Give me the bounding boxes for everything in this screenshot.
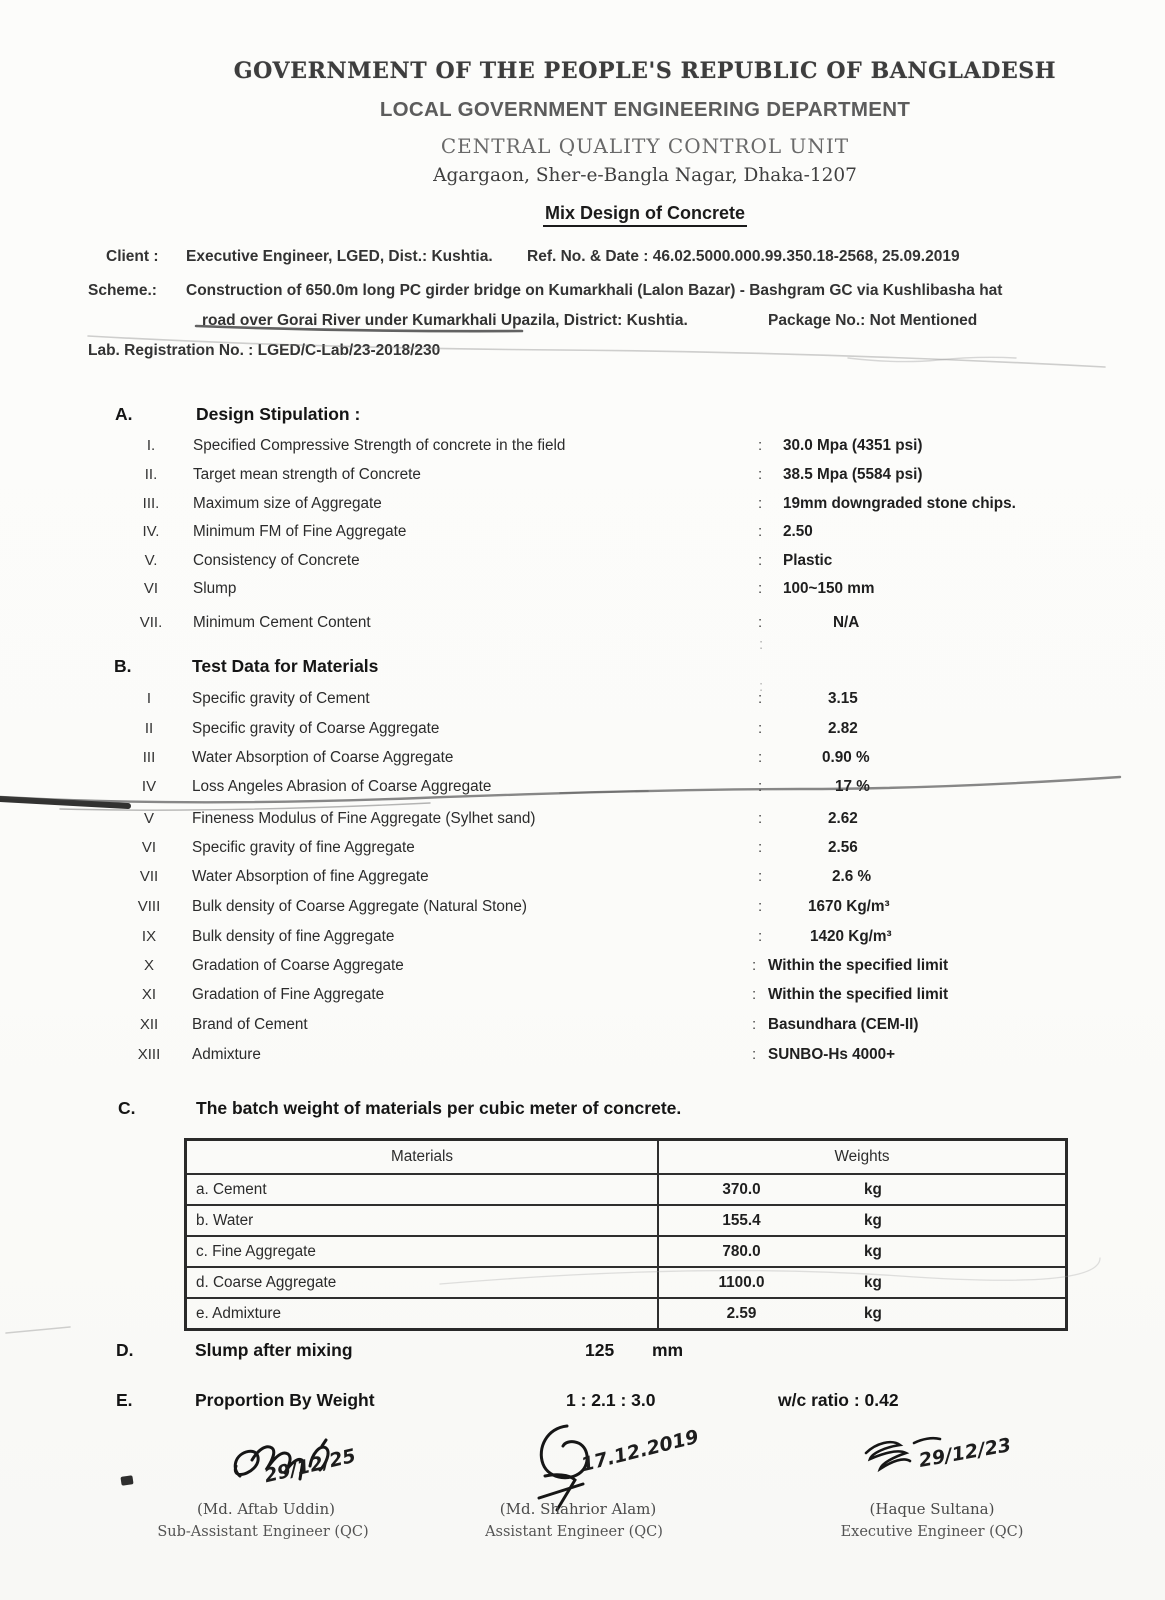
item-label: Specific gravity of Cement [192, 690, 370, 707]
item-label: Fineness Modulus of Fine Aggregate (Sylhet sand) [192, 810, 536, 827]
item-numeral: V [143, 810, 154, 827]
department-header-line: LOCAL GOVERNMENT ENGINEERING DEPARTMENT [379, 98, 911, 121]
ref-no-date: Ref. No. & Date : 46.02.5000.000.99.350.18-2568, 25.09.2019 [527, 248, 960, 265]
item-numeral: II [144, 720, 154, 737]
item-value: 2.6 % [832, 868, 872, 885]
item-label: Water Absorption of fine Aggregate [192, 868, 429, 885]
unit-header-line: CENTRAL QUALITY CONTROL UNIT [440, 134, 850, 158]
weight-cell: 1100.0 [718, 1273, 765, 1291]
item-colon: : [758, 580, 763, 597]
signature-date-left: 29/12/25 [262, 1444, 358, 1488]
unit-cell: kg [864, 1211, 882, 1229]
item-numeral: V. [144, 552, 158, 569]
signature-date-right: 29/12/23 [917, 1434, 1013, 1472]
section-c-id: C. [118, 1098, 136, 1118]
item-numeral: IV [141, 778, 157, 795]
unit-cell: kg [864, 1242, 882, 1260]
weight-cell: 155.4 [722, 1211, 761, 1229]
item-numeral: XI [141, 986, 157, 1003]
item-label: Minimum FM of Fine Aggregate [193, 523, 407, 540]
item-colon: : [758, 690, 763, 707]
item-label: Maximum size of Aggregate [193, 495, 382, 512]
item-label: Gradation of Fine Aggregate [192, 986, 385, 1003]
item-label: Consistency of Concrete [193, 552, 360, 569]
item-label: Slump [193, 580, 237, 597]
item-numeral: X [143, 957, 154, 974]
item-numeral: VII. [139, 614, 163, 631]
table-row [187, 1235, 1065, 1266]
scheme-line1: Construction of 650.0m long PC girder bridge on Kumarkhali (Lalon Bazar) - Bashgram GC via Kushlibasha hat [186, 282, 1003, 299]
item-colon: : [758, 523, 763, 540]
item-label: Bulk density of Coarse Aggregate (Natural Stone) [192, 898, 528, 915]
item-numeral: VIII [137, 898, 161, 915]
item-label: Loss Angeles Abrasion of Coarse Aggregate [192, 778, 492, 795]
item-label: Minimum Cement Content [193, 614, 371, 631]
item-numeral: VII [139, 868, 159, 885]
item-numeral: III [142, 749, 156, 766]
table-header-row [187, 1141, 1065, 1173]
item-numeral: IV. [142, 523, 160, 540]
item-label: Admixture [192, 1046, 261, 1063]
item-numeral: XII [139, 1016, 159, 1033]
item-value: 38.5 Mpa (5584 psi) [783, 466, 923, 483]
item-value: 2.82 [828, 720, 858, 737]
scheme-line2: road over Gorai River under Kumarkhali Upazila, District: Kushtia. [202, 312, 688, 329]
signer-name: (Md. Shahrior Alam) [499, 1500, 657, 1518]
wc-ratio: w/c ratio : 0.42 [778, 1390, 899, 1410]
weight-cell: 780.0 [722, 1242, 761, 1260]
item-value: 17 % [835, 778, 870, 795]
signer-name: (Md. Aftab Uddin) [197, 1500, 335, 1518]
material-cell: d. Coarse Aggregate [187, 1268, 659, 1297]
unit-cell: kg [864, 1180, 882, 1198]
item-numeral: II. [144, 466, 158, 483]
item-value: N/A [833, 614, 860, 631]
item-numeral: I. [146, 437, 156, 454]
stray-ink-mark [120, 1475, 133, 1486]
item-value: 2.56 [828, 839, 858, 856]
materials-column-header: Materials [187, 1141, 659, 1173]
stray-colon-artifact: : [759, 678, 764, 695]
item-value: 19mm downgraded stone chips. [783, 495, 1016, 512]
table-row [187, 1204, 1065, 1235]
item-colon: : [758, 810, 763, 827]
item-numeral: XIII [137, 1046, 161, 1063]
item-value: 30.0 Mpa (4351 psi) [783, 437, 923, 454]
item-colon: : [752, 986, 757, 1003]
item-colon: : [758, 928, 763, 945]
item-colon: : [758, 720, 763, 737]
item-value: Plastic [783, 552, 833, 569]
material-cell: e. Admixture [187, 1299, 659, 1328]
signer-title: Executive Engineer (QC) [840, 1524, 1024, 1540]
item-numeral: VI [141, 839, 157, 856]
weight-cell: 370.0 [722, 1180, 761, 1198]
item-value: 3.15 [828, 690, 858, 707]
weight-cell: 2.59 [726, 1304, 757, 1322]
item-label: Gradation of Coarse Aggregate [192, 957, 404, 974]
item-colon: : [758, 839, 763, 856]
item-colon: : [758, 495, 763, 512]
government-header-line: GOVERNMENT OF THE PEOPLE'S REPUBLIC OF BANGLADESH [233, 58, 1057, 84]
item-value: 2.62 [828, 810, 858, 827]
item-value: Basundhara (CEM-II) [768, 1016, 919, 1033]
item-colon: : [758, 778, 763, 795]
item-colon: : [758, 749, 763, 766]
item-colon: : [758, 466, 763, 483]
scheme-label: Scheme.: [88, 282, 157, 299]
item-colon: : [758, 898, 763, 915]
item-numeral: III. [142, 495, 160, 512]
section-a-title: Design Stipulation : [196, 404, 361, 424]
item-colon: : [752, 1016, 757, 1033]
item-value: SUNBO-Hs 4000+ [768, 1046, 896, 1063]
section-d-id: D. [116, 1340, 134, 1360]
item-value: 1420 Kg/m³ [810, 928, 892, 945]
package-no: Package No.: Not Mentioned [768, 312, 978, 329]
item-numeral: IX [141, 928, 157, 945]
item-colon: : [758, 552, 763, 569]
item-colon: : [758, 437, 763, 454]
proportion-ratio: 1 : 2.1 : 3.0 [566, 1390, 656, 1410]
section-d-title: Slump after mixing [195, 1340, 353, 1360]
section-e-title: Proportion By Weight [195, 1390, 375, 1410]
item-value: 100~150 mm [783, 580, 875, 597]
signer-name: (Haque Sultana) [869, 1500, 995, 1518]
item-label: Specific gravity of Coarse Aggregate [192, 720, 440, 737]
table-row [187, 1266, 1065, 1297]
section-e-id: E. [116, 1390, 133, 1410]
signature-date-middle: 17.12.2019 [579, 1425, 701, 1477]
item-label: Specified Compressive Strength of concrete in the field [193, 437, 566, 454]
item-colon: : [758, 868, 763, 885]
item-colon: : [758, 614, 763, 631]
item-numeral: I [146, 690, 152, 707]
address-header-line: Agargaon, Sher-e-Bangla Nagar, Dhaka-1207 [433, 165, 857, 186]
unit-cell: kg [864, 1304, 882, 1322]
item-colon: : [752, 957, 757, 974]
signer-title: Sub-Assistant Engineer (QC) [157, 1524, 369, 1540]
item-value: 1670 Kg/m³ [808, 898, 890, 915]
lab-registration-no: Lab. Registration No. : LGED/C-Lab/23-2018/230 [88, 342, 441, 359]
item-label: Brand of Cement [192, 1016, 308, 1033]
item-value: Within the specified limit [768, 957, 949, 974]
slump-unit: mm [652, 1340, 684, 1360]
table-row [187, 1297, 1065, 1328]
client-label: Client : [106, 248, 159, 265]
batch-weight-table [184, 1138, 1068, 1331]
item-label: Water Absorption of Coarse Aggregate [192, 749, 454, 766]
slump-value: 125 [585, 1340, 615, 1360]
section-a-id: A. [115, 404, 133, 424]
section-c-title: The batch weight of materials per cubic meter of concrete. [196, 1098, 682, 1118]
stray-colon-artifact: : [759, 636, 764, 653]
item-label: Specific gravity of fine Aggregate [192, 839, 415, 856]
client-value: Executive Engineer, LGED, Dist.: Kushtia. [186, 248, 493, 265]
material-cell: a. Cement [187, 1175, 659, 1204]
unit-cell: kg [864, 1273, 882, 1291]
item-label: Bulk density of fine Aggregate [192, 928, 395, 945]
document-title: Mix Design of Concrete [125, 203, 1165, 227]
item-label: Target mean strength of Concrete [193, 466, 421, 483]
item-colon: : [752, 1046, 757, 1063]
section-b-title: Test Data for Materials [192, 656, 379, 676]
section-b-id: B. [114, 656, 132, 676]
item-value: Within the specified limit [768, 986, 949, 1003]
material-cell: c. Fine Aggregate [187, 1237, 659, 1266]
table-row [187, 1173, 1065, 1204]
material-cell: b. Water [187, 1206, 659, 1235]
item-value: 2.50 [783, 523, 813, 540]
item-numeral: VI [143, 580, 159, 597]
signer-title: Assistant Engineer (QC) [485, 1524, 663, 1540]
weights-column-header: Weights [834, 1148, 890, 1165]
item-value: 0.90 % [822, 749, 870, 766]
